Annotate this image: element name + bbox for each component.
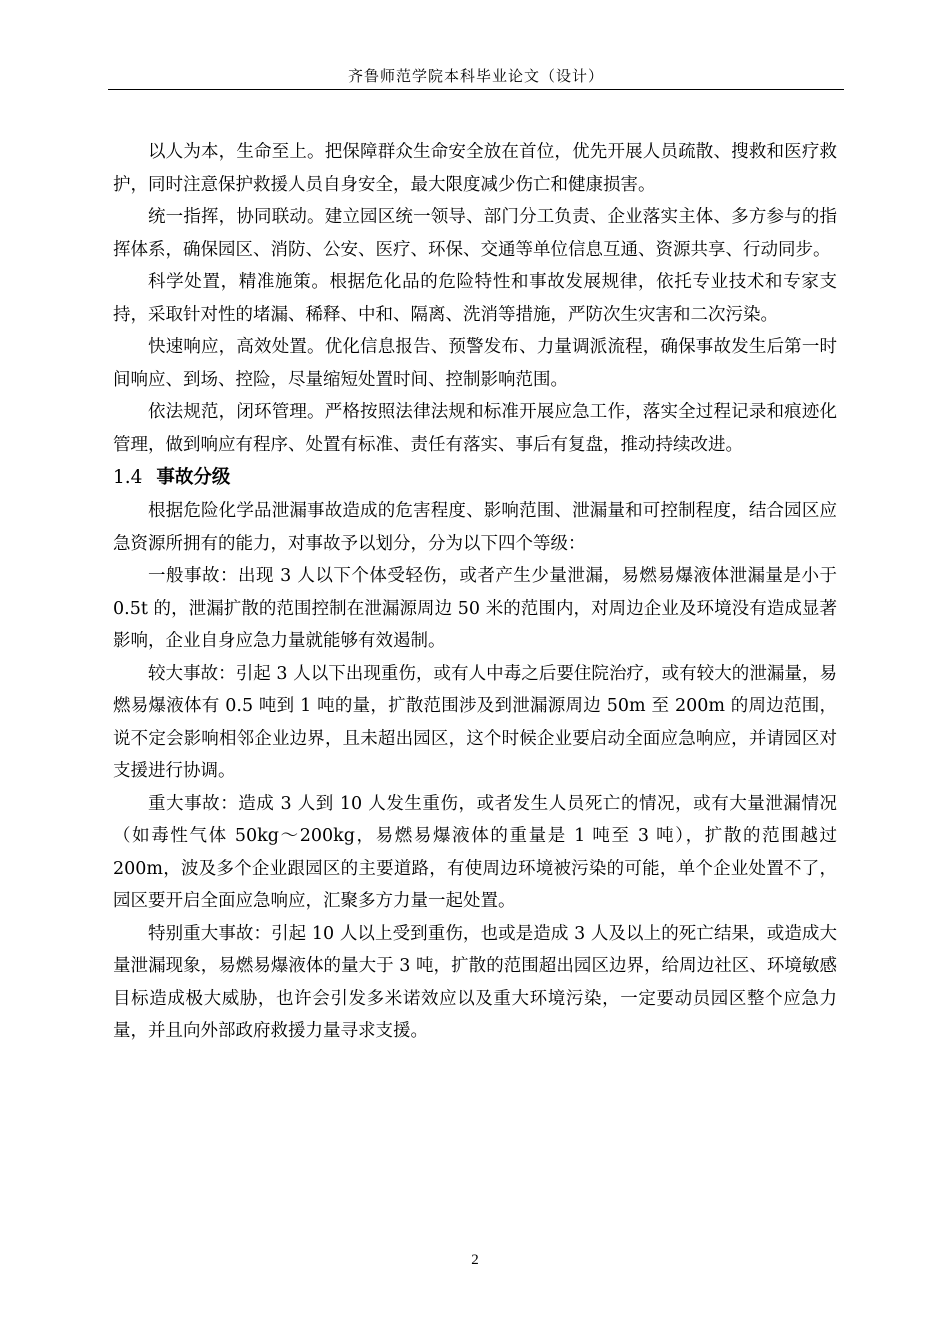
paragraph-people-first: 以人为本，生命至上。把保障群众生命安全放在首位，优先开展人员疏散、搜救和医疗救护，同时注意保护救援人员自身安全，最大限度减少伤亡和健康损害。 — [113, 142, 837, 195]
paragraph-legal-standard: 依法规范，闭环管理。严格按照法律法规和标准开展应急工作，落实全过程记录和痕迹化管理，做到响应有程序、处置有标准、责任有落实、事后有复盘，推动持续改进。 — [113, 402, 837, 455]
paragraph-rapid-response: 快速响应，高效处置。优化信息报告、预警发布、力量调派流程，确保事故发生后第一时间响应、到场、控险，尽量缩短处置时间、控制影响范围。 — [113, 337, 837, 390]
page-body — [113, 136, 837, 1048]
paragraph-classification-intro: 根据危险化学品泄漏事故造成的危害程度、影响范围、泄漏量和可控制程度，结合园区应急资源所拥有的能力，对事故予以划分，分为以下四个等级： — [113, 501, 837, 554]
paragraph-serious-accident: 重大事故：造成 3 人到 10 人发生重伤，或者发生人员死亡的情况，或有大量泄漏情况（如毒性气体 50kg～200kg，易燃易爆液体的重量是 1 吨至 3 吨），扩散的范围越过 200m，波及多个企业跟园区的主要道路，有使周边环境被污染的可能，单个企业处置不了，园区要开启全面应急响应，汇聚多方力量一起处置。 — [113, 793, 837, 911]
section-number: 1.4 — [113, 467, 143, 488]
paragraph-general-accident: 一般事故：出现 3 人以下个体受轻伤，或者产生少量泄漏，易燃易爆液体泄漏量是小于 0.5t 的，泄漏扩散的范围控制在泄漏源周边 50 米的范围内，对周边企业及环境没有造成显著影响，企业自身应急力量就能够有效遏制。 — [113, 566, 837, 651]
paragraph-unified-command: 统一指挥，协同联动。建立园区统一领导、部门分工负责、企业落实主体、多方参与的指挥体系，确保园区、消防、公安、医疗、环保、交通等单位信息互通、资源共享、行动同步。 — [113, 207, 837, 260]
paragraph-especially-serious-accident: 特别重大事故：引起 10 人以上受到重伤，也或是造成 3 人及以上的死亡结果，或造成大量泄漏现象，易燃易爆液体的量大于 3 吨，扩散的范围超出园区边界，给周边社区、环境敏感目标造成极大威胁，也许会引发多米诺效应以及重大环境污染，一定要动员园区整个应急力量，并且向外部政府救援力量寻求支援。 — [113, 923, 837, 1041]
section-heading — [113, 461, 837, 495]
paragraph-major-accident: 较大事故：引起 3 人以下出现重伤，或有人中毒之后要住院治疗，或有较大的泄漏量，易燃易爆液体有 0.5 吨到 1 吨的量，扩散范围涉及到泄漏源周边 50m 至 200m 的周边范围，说不定会影响相邻企业边界，且未超出园区，这个时候企业要启动全面应急响应，并请园区对支援进行协调。 — [113, 663, 837, 781]
page-header: 齐鲁师范学院本科毕业论文（设计） — [347, 67, 604, 85]
section-title: 事故分级 — [156, 467, 231, 488]
page-number: 2 — [471, 1252, 479, 1268]
paragraph-scientific-handling: 科学处置，精准施策。根据危化品的危险特性和事故发展规律，依托专业技术和专家支持，采取针对性的堵漏、稀释、中和、隔离、洗消等措施，严防次生灾害和二次污染。 — [113, 272, 837, 325]
header-rule — [108, 89, 844, 90]
